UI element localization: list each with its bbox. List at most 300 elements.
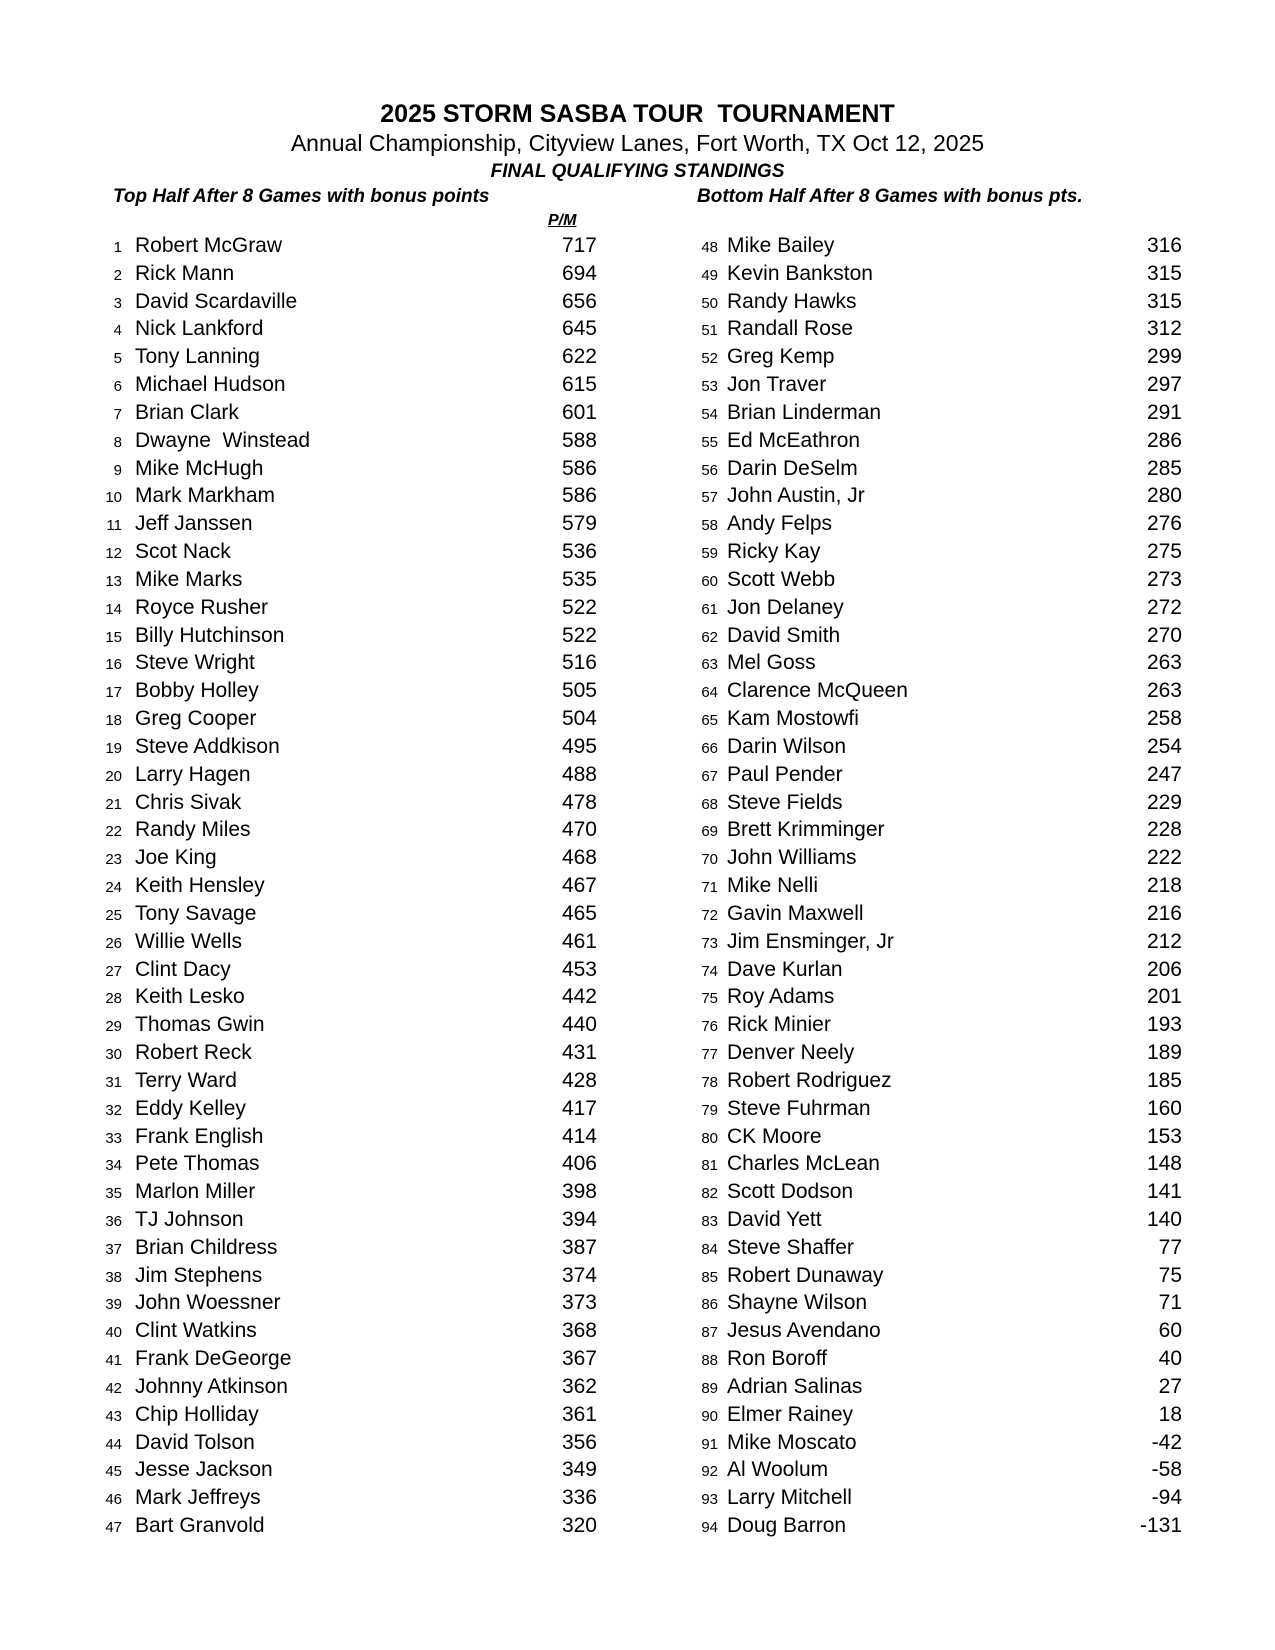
player-score: 361 xyxy=(561,1402,597,1426)
player-score: 398 xyxy=(561,1180,597,1204)
player-score: 280 xyxy=(1146,484,1182,508)
table-row xyxy=(660,1401,1182,1429)
player-rank: 62 xyxy=(701,628,718,646)
player-score: 254 xyxy=(1146,734,1182,758)
player-score: 522 xyxy=(561,595,597,619)
player-rank: 89 xyxy=(701,1379,718,1397)
player-name: Andy Felps xyxy=(727,512,833,536)
player-score: 387 xyxy=(561,1235,597,1259)
player-name: Randy Hawks xyxy=(727,289,857,313)
player-name: Marlon Miller xyxy=(135,1180,256,1204)
player-name: Kevin Bankston xyxy=(727,261,873,285)
player-rank: 79 xyxy=(701,1101,718,1119)
table-row xyxy=(660,1262,1182,1290)
table-row xyxy=(660,761,1182,789)
player-score: 467 xyxy=(561,874,597,898)
player-name: David Scardaville xyxy=(135,289,298,313)
table-row xyxy=(660,482,1182,510)
player-score: 535 xyxy=(561,567,597,591)
player-name: Robert Reck xyxy=(135,1041,252,1065)
player-score: 229 xyxy=(1146,790,1182,814)
standings-heading: FINAL QUALIFYING STANDINGS xyxy=(490,161,785,182)
table-row xyxy=(660,733,1182,761)
player-score: 258 xyxy=(1146,707,1182,731)
player-name: Nick Lankford xyxy=(135,317,264,341)
player-score: 273 xyxy=(1146,567,1182,591)
player-rank: 20 xyxy=(105,767,122,785)
column-heading-top-half: Top Half After 8 Games with bonus points xyxy=(113,186,490,207)
table-row xyxy=(100,872,597,900)
player-score: 516 xyxy=(561,651,597,675)
player-score: 349 xyxy=(561,1458,597,1482)
player-name: Mark Jeffreys xyxy=(135,1486,261,1510)
player-rank: 41 xyxy=(105,1352,122,1370)
player-score: 218 xyxy=(1146,874,1182,898)
player-name: Rick Minier xyxy=(727,1013,831,1037)
table-row xyxy=(660,1429,1182,1457)
table-row xyxy=(660,900,1182,928)
player-name: Charles McLean xyxy=(727,1152,880,1176)
table-row xyxy=(100,315,597,343)
player-rank: 39 xyxy=(105,1296,122,1314)
player-name: Steve Shaffer xyxy=(727,1235,854,1259)
player-score: 579 xyxy=(561,512,597,536)
player-name: Bobby Holley xyxy=(135,679,259,703)
player-score: 495 xyxy=(561,734,597,758)
player-name: Roy Adams xyxy=(727,985,835,1009)
player-name: Robert Dunaway xyxy=(727,1263,884,1287)
player-rank: 21 xyxy=(105,795,122,813)
player-rank: 9 xyxy=(113,461,122,479)
table-row xyxy=(660,510,1182,538)
player-score: -131 xyxy=(1139,1514,1182,1538)
player-name: Ed McEathron xyxy=(727,428,861,452)
player-rank: 8 xyxy=(113,433,122,451)
table-row xyxy=(660,872,1182,900)
table-row xyxy=(660,1067,1182,1095)
table-row xyxy=(660,1095,1182,1123)
player-score: 216 xyxy=(1146,901,1182,925)
player-score: 60 xyxy=(1158,1319,1182,1343)
player-name: Rick Mann xyxy=(135,261,235,285)
standings-list-bottom-half xyxy=(660,232,1182,1540)
player-score: 148 xyxy=(1146,1152,1182,1176)
player-rank: 15 xyxy=(105,628,122,646)
table-row xyxy=(100,1289,597,1317)
player-rank: 86 xyxy=(701,1296,718,1314)
player-score: 272 xyxy=(1146,595,1182,619)
player-name: David Yett xyxy=(727,1207,822,1231)
table-row xyxy=(100,1206,597,1234)
table-row xyxy=(100,761,597,789)
player-name: Scot Nack xyxy=(135,540,231,564)
player-name: Jesse Jackson xyxy=(135,1458,273,1482)
table-row xyxy=(660,594,1182,622)
table-row xyxy=(100,1011,597,1039)
player-name: Brett Krimminger xyxy=(727,818,885,842)
player-score: 588 xyxy=(561,428,597,452)
player-rank: 12 xyxy=(105,545,122,563)
player-score: 141 xyxy=(1146,1180,1182,1204)
table-row xyxy=(660,455,1182,483)
table-row xyxy=(100,1262,597,1290)
player-name: Greg Cooper xyxy=(135,707,257,731)
table-row xyxy=(100,789,597,817)
player-name: Darin Wilson xyxy=(727,734,847,758)
player-rank: 19 xyxy=(105,739,122,757)
table-row xyxy=(100,1512,597,1540)
player-score: 193 xyxy=(1146,1013,1182,1037)
table-row xyxy=(100,427,597,455)
table-row xyxy=(660,1178,1182,1206)
player-rank: 18 xyxy=(105,712,122,730)
player-rank: 52 xyxy=(701,350,718,368)
table-row xyxy=(660,315,1182,343)
player-rank: 46 xyxy=(105,1491,122,1509)
player-rank: 90 xyxy=(701,1407,718,1425)
player-rank: 66 xyxy=(701,739,718,757)
player-rank: 74 xyxy=(701,962,718,980)
table-row xyxy=(660,1039,1182,1067)
player-rank: 35 xyxy=(105,1185,122,1203)
table-row xyxy=(100,1178,597,1206)
player-score: 656 xyxy=(561,289,597,313)
player-score: 461 xyxy=(561,929,597,953)
player-rank: 42 xyxy=(105,1379,122,1397)
player-name: Mike McHugh xyxy=(135,456,264,480)
player-score: 315 xyxy=(1146,261,1182,285)
player-name: Clint Dacy xyxy=(135,957,231,981)
player-name: John Woessner xyxy=(135,1291,281,1315)
player-name: Scott Webb xyxy=(727,567,836,591)
player-rank: 54 xyxy=(701,405,718,423)
player-name: Scott Dodson xyxy=(727,1180,854,1204)
table-row xyxy=(660,1317,1182,1345)
player-score: 71 xyxy=(1158,1291,1182,1315)
table-row xyxy=(660,232,1182,260)
player-name: CK Moore xyxy=(727,1124,822,1148)
player-rank: 59 xyxy=(701,545,718,563)
table-row xyxy=(660,1011,1182,1039)
table-row xyxy=(100,482,597,510)
table-row xyxy=(100,1234,597,1262)
player-name: Jeff Janssen xyxy=(135,512,253,536)
player-name: Larry Mitchell xyxy=(727,1486,852,1510)
table-row xyxy=(100,1067,597,1095)
player-name: Mike Nelli xyxy=(727,874,819,898)
player-score: 222 xyxy=(1146,846,1182,870)
table-row xyxy=(100,1401,597,1429)
player-score: 291 xyxy=(1146,400,1182,424)
player-name: Tony Savage xyxy=(135,901,257,925)
player-rank: 73 xyxy=(701,934,718,952)
player-name: Keith Hensley xyxy=(135,874,265,898)
player-rank: 23 xyxy=(105,851,122,869)
player-rank: 72 xyxy=(701,906,718,924)
player-name: Pete Thomas xyxy=(135,1152,260,1176)
table-row xyxy=(100,1484,597,1512)
player-rank: 58 xyxy=(701,517,718,535)
player-rank: 24 xyxy=(105,879,122,897)
table-row xyxy=(660,983,1182,1011)
table-row xyxy=(100,1039,597,1067)
player-score: 431 xyxy=(561,1041,597,1065)
player-rank: 77 xyxy=(701,1046,718,1064)
player-rank: 53 xyxy=(701,378,718,396)
player-rank: 30 xyxy=(105,1046,122,1064)
player-rank: 71 xyxy=(701,879,718,897)
table-row xyxy=(660,1345,1182,1373)
player-rank: 83 xyxy=(701,1212,718,1230)
player-name: David Tolson xyxy=(135,1430,255,1454)
table-row xyxy=(660,1289,1182,1317)
table-row xyxy=(660,1373,1182,1401)
table-row xyxy=(660,677,1182,705)
table-row xyxy=(100,1317,597,1345)
table-row xyxy=(660,1234,1182,1262)
player-rank: 37 xyxy=(105,1240,122,1258)
player-name: Gavin Maxwell xyxy=(727,901,864,925)
player-rank: 44 xyxy=(105,1435,122,1453)
player-rank: 70 xyxy=(701,851,718,869)
player-rank: 64 xyxy=(701,684,718,702)
table-row xyxy=(100,1123,597,1151)
player-rank: 55 xyxy=(701,433,718,451)
player-score: 717 xyxy=(561,234,597,257)
table-row xyxy=(660,928,1182,956)
table-row xyxy=(660,260,1182,288)
player-score: 504 xyxy=(561,707,597,731)
table-row xyxy=(100,816,597,844)
player-rank: 16 xyxy=(105,656,122,674)
table-row xyxy=(100,538,597,566)
player-score: 505 xyxy=(561,679,597,703)
player-name: Frank DeGeorge xyxy=(135,1347,292,1371)
player-name: Greg Kemp xyxy=(727,345,835,369)
player-name: TJ Johnson xyxy=(135,1207,244,1231)
player-rank: 4 xyxy=(113,322,122,340)
player-rank: 65 xyxy=(701,712,718,730)
player-name: Thomas Gwin xyxy=(135,1013,265,1037)
player-score: 374 xyxy=(561,1263,597,1287)
table-row xyxy=(100,622,597,650)
player-name: Jim Stephens xyxy=(135,1263,263,1287)
player-score: 201 xyxy=(1146,985,1182,1009)
player-name: Brian Childress xyxy=(135,1235,278,1259)
player-score: 417 xyxy=(561,1096,597,1120)
player-name: Ricky Kay xyxy=(727,540,821,564)
player-name: John Austin, Jr xyxy=(727,484,865,508)
table-row xyxy=(100,900,597,928)
player-name: Terry Ward xyxy=(135,1068,237,1092)
player-name: Joe King xyxy=(135,846,217,870)
column-heading-bottom-half: Bottom Half After 8 Games with bonus pts. xyxy=(697,186,1083,207)
player-name: Doug Barron xyxy=(727,1514,847,1538)
player-name: Dwayne Winstead xyxy=(135,428,311,452)
player-score: -42 xyxy=(1151,1430,1182,1454)
player-rank: 27 xyxy=(105,962,122,980)
player-name: Jesus Avendano xyxy=(727,1319,881,1343)
table-row xyxy=(100,288,597,316)
table-row xyxy=(660,538,1182,566)
player-rank: 6 xyxy=(113,378,122,396)
player-name: Brian Linderman xyxy=(727,400,882,424)
player-name: Jim Ensminger, Jr xyxy=(727,929,894,953)
player-rank: 67 xyxy=(701,767,718,785)
table-row xyxy=(100,1095,597,1123)
player-rank: 33 xyxy=(105,1129,122,1147)
player-name: Steve Fuhrman xyxy=(727,1096,871,1120)
player-rank: 43 xyxy=(105,1407,122,1425)
player-name: Tony Lanning xyxy=(135,345,260,369)
player-score: 368 xyxy=(561,1319,597,1343)
player-score: 645 xyxy=(561,317,597,341)
player-name: Johnny Atkinson xyxy=(135,1374,288,1398)
player-name: Mike Bailey xyxy=(727,234,835,257)
player-rank: 56 xyxy=(701,461,718,479)
player-name: Billy Hutchinson xyxy=(135,623,285,647)
player-score: 77 xyxy=(1158,1235,1182,1259)
table-row xyxy=(660,1484,1182,1512)
player-rank: 57 xyxy=(701,489,718,507)
player-score: 356 xyxy=(561,1430,597,1454)
player-score: 414 xyxy=(561,1124,597,1148)
player-name: Darin DeSelm xyxy=(727,456,858,480)
table-row xyxy=(100,566,597,594)
table-row xyxy=(100,956,597,984)
player-rank: 25 xyxy=(105,906,122,924)
player-score: 470 xyxy=(561,818,597,842)
player-score: 185 xyxy=(1146,1068,1182,1092)
player-score: 336 xyxy=(561,1486,597,1510)
table-row xyxy=(660,789,1182,817)
table-row xyxy=(660,622,1182,650)
player-rank: 49 xyxy=(701,266,718,284)
player-name: Paul Pender xyxy=(727,762,843,786)
player-name: Dave Kurlan xyxy=(727,957,843,981)
table-row xyxy=(660,566,1182,594)
table-row xyxy=(100,1456,597,1484)
player-score: 228 xyxy=(1146,818,1182,842)
player-rank: 10 xyxy=(105,489,122,507)
player-score: 297 xyxy=(1146,373,1182,397)
table-row xyxy=(660,1150,1182,1178)
player-rank: 88 xyxy=(701,1352,718,1370)
player-score: 362 xyxy=(561,1374,597,1398)
player-name: Brian Clark xyxy=(135,400,239,424)
player-name: Clint Watkins xyxy=(135,1319,257,1343)
table-row xyxy=(100,455,597,483)
page-title: 2025 STORM SASBA TOUR TOURNAMENT xyxy=(380,100,895,128)
player-name: Jon Traver xyxy=(727,373,827,397)
player-name: Michael Hudson xyxy=(135,373,286,397)
table-row xyxy=(100,733,597,761)
player-name: Chris Sivak xyxy=(135,790,242,814)
player-rank: 32 xyxy=(105,1101,122,1119)
player-rank: 92 xyxy=(701,1463,718,1481)
player-rank: 47 xyxy=(105,1519,122,1537)
table-row xyxy=(100,1373,597,1401)
player-rank: 80 xyxy=(701,1129,718,1147)
player-rank: 87 xyxy=(701,1324,718,1342)
player-name: Kam Mostowfi xyxy=(727,707,859,731)
table-row xyxy=(100,1345,597,1373)
player-rank: 38 xyxy=(105,1268,122,1286)
player-score: 468 xyxy=(561,846,597,870)
player-rank: 26 xyxy=(105,934,122,952)
player-score: 601 xyxy=(561,400,597,424)
player-score: 18 xyxy=(1158,1402,1182,1426)
player-rank: 60 xyxy=(701,572,718,590)
player-score: 453 xyxy=(561,957,597,981)
player-score: 27 xyxy=(1158,1374,1182,1398)
player-score: 694 xyxy=(561,261,597,285)
player-score: 189 xyxy=(1146,1041,1182,1065)
player-score: 442 xyxy=(561,985,597,1009)
player-name: Keith Lesko xyxy=(135,985,245,1009)
player-name: Steve Wright xyxy=(135,651,255,675)
player-name: Eddy Kelley xyxy=(135,1096,246,1120)
player-rank: 94 xyxy=(701,1519,718,1537)
player-name: Adrian Salinas xyxy=(727,1374,863,1398)
player-name: Frank English xyxy=(135,1124,264,1148)
player-score: 212 xyxy=(1146,929,1182,953)
player-rank: 50 xyxy=(701,294,718,312)
player-name: Mike Marks xyxy=(135,567,243,591)
table-row xyxy=(100,260,597,288)
player-score: 75 xyxy=(1158,1263,1182,1287)
player-rank: 22 xyxy=(105,823,122,841)
player-rank: 84 xyxy=(701,1240,718,1258)
player-score: 406 xyxy=(561,1152,597,1176)
table-row xyxy=(100,371,597,399)
player-score: 586 xyxy=(561,456,597,480)
player-score: 394 xyxy=(561,1207,597,1231)
table-row xyxy=(100,983,597,1011)
table-row xyxy=(100,649,597,677)
table-row xyxy=(660,1123,1182,1151)
table-row xyxy=(100,510,597,538)
player-name: Robert Rodriguez xyxy=(727,1068,892,1092)
table-row xyxy=(100,844,597,872)
table-row xyxy=(660,844,1182,872)
player-name: Mike Moscato xyxy=(727,1430,857,1454)
player-score: 316 xyxy=(1146,234,1182,257)
player-rank: 29 xyxy=(105,1018,122,1036)
player-rank: 78 xyxy=(701,1073,718,1091)
player-name: Bart Granvold xyxy=(135,1514,265,1538)
player-rank: 75 xyxy=(701,990,718,1008)
table-row xyxy=(660,705,1182,733)
player-name: Elmer Rainey xyxy=(727,1402,854,1426)
table-row xyxy=(660,288,1182,316)
player-name: Clarence McQueen xyxy=(727,679,908,703)
player-score: -58 xyxy=(1151,1458,1182,1482)
table-row xyxy=(660,371,1182,399)
table-row xyxy=(660,816,1182,844)
table-row xyxy=(100,343,597,371)
player-rank: 81 xyxy=(701,1157,718,1175)
player-rank: 48 xyxy=(701,239,718,256)
player-score: 536 xyxy=(561,540,597,564)
player-score: 285 xyxy=(1146,456,1182,480)
player-score: 263 xyxy=(1146,679,1182,703)
player-rank: 61 xyxy=(701,600,718,618)
player-rank: 51 xyxy=(701,322,718,340)
player-score: 40 xyxy=(1158,1347,1182,1371)
player-rank: 45 xyxy=(105,1463,122,1481)
player-name: Randy Miles xyxy=(135,818,251,842)
